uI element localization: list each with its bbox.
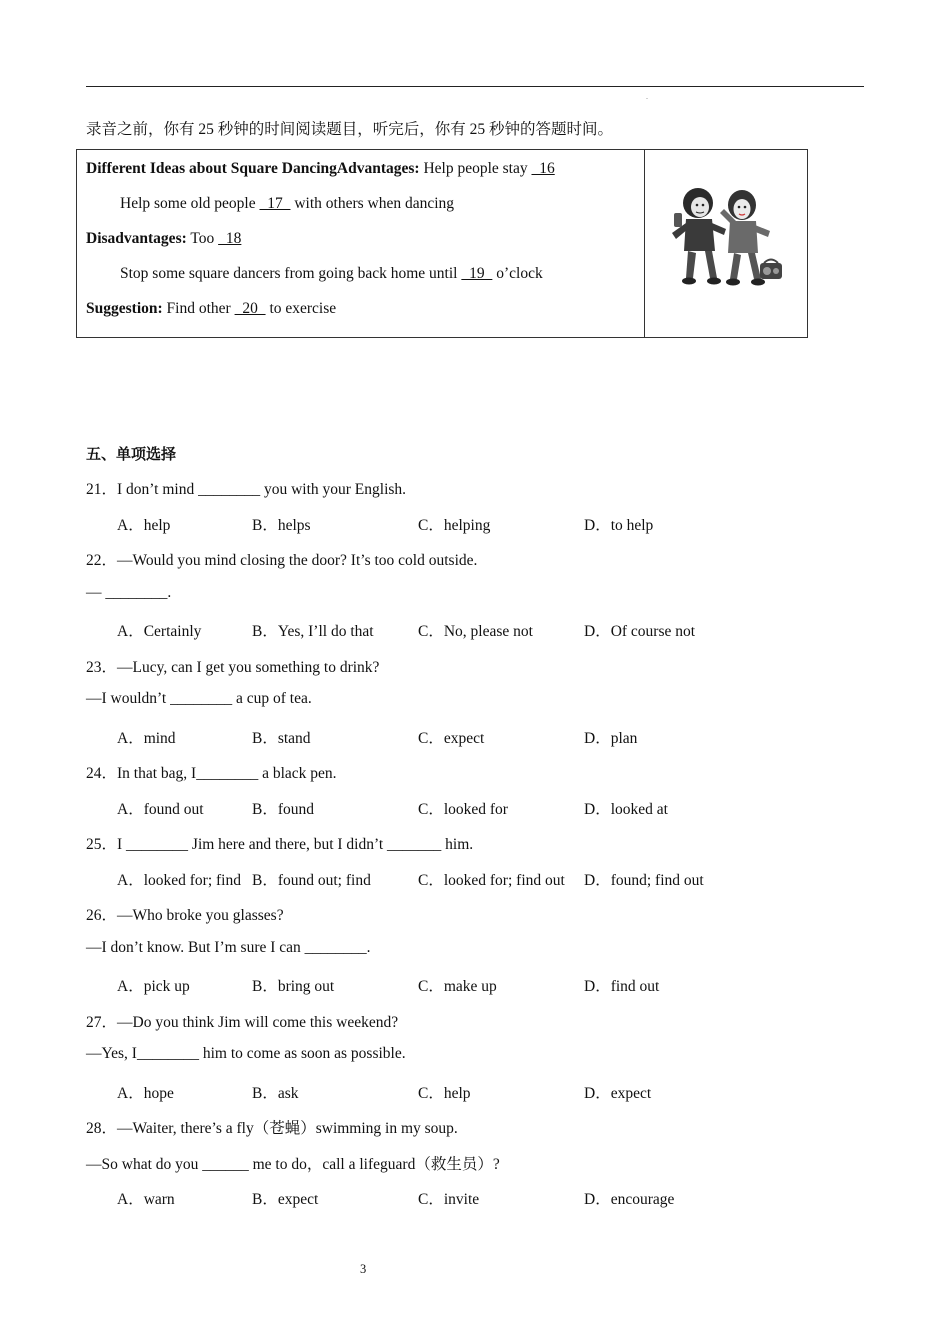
question-stem: 22．—Would you mind closing the door? It’s too cold outside. (86, 552, 478, 569)
question-stem: 27．—Do you think Jim will come this weekend? (86, 1013, 399, 1031)
answer-option-a: A．pick up (117, 978, 190, 995)
table-row-2 (120, 195, 454, 213)
row4-after: o’clock (492, 265, 543, 282)
row1-heading: Different Ideas about Square DancingAdvantages: (86, 160, 420, 177)
row3-heading: Disadvantages: (86, 230, 187, 247)
blank-16: 16 (531, 160, 555, 177)
answer-option-b: B．bring out (252, 978, 335, 995)
listening-table (76, 149, 808, 338)
row5-text: Find other (162, 300, 235, 317)
answer-option-d: D．encourage (584, 1191, 675, 1208)
page-number: 3 (360, 1262, 367, 1276)
row2-after: with others when dancing (290, 195, 455, 212)
blank-18: 18 (218, 230, 242, 247)
answer-option-b: B．helps (252, 516, 311, 534)
intro-text: 录音之前，你有 25 秒钟的时间阅读题目，听完后，你有 25 秒钟的答题时间。 (86, 121, 614, 138)
answer-option-a: A．Certainly (117, 623, 202, 640)
question-stem: 21．I don’t mind ________ you with your English. (86, 481, 407, 498)
answer-option-b: B．found (252, 800, 315, 818)
question-stem: 25．I ________ Jim here and there, but I didn’t _______ him. (86, 836, 474, 853)
answer-option-d: D．found; find out (584, 871, 704, 889)
answer-option-d: D．looked at (584, 800, 668, 818)
table-row-1 (86, 160, 555, 178)
question-response-line: —I wouldn’t ________ a cup of tea. (86, 690, 312, 707)
answer-option-b: B．ask (252, 1084, 299, 1102)
answer-option-a: A．looked for; find (117, 871, 241, 889)
answer-option-c: C．helping (418, 516, 491, 534)
question-response-line: —I don’t know. But I’m sure I can ________. (86, 938, 371, 956)
answer-option-d: D．find out (584, 978, 660, 995)
answer-option-a: A．help (117, 516, 171, 534)
table-row-4 (120, 265, 543, 283)
row5-heading: Suggestion: (86, 300, 163, 317)
blank-17: 17 (259, 195, 291, 212)
section-title: 五、单项选择 (86, 445, 177, 463)
header-rule (86, 86, 864, 87)
question-response-line: —So what do you ______ me to do，call a lifeguard（救生员）? (86, 1155, 500, 1173)
row5-after: to exercise (265, 300, 337, 317)
table-divider (644, 150, 645, 337)
answer-option-c: C．invite (418, 1191, 480, 1208)
answer-option-c: C．make up (418, 978, 497, 995)
question-stem: 24．In that bag, I________ a black pen. (86, 765, 337, 782)
question-stem: 23．—Lucy, can I get you something to drink? (86, 658, 380, 676)
header-dot: . (646, 92, 648, 101)
question-stem: 26．—Who broke you glasses? (86, 907, 284, 924)
answer-option-b: B．found out; find (252, 871, 371, 889)
table-row-5 (86, 300, 336, 318)
answer-option-c: C．expect (418, 729, 485, 747)
answer-option-d: D．Of course not (584, 623, 696, 640)
answer-option-d: D．plan (584, 729, 638, 747)
question-response-line: — ________. (86, 583, 172, 601)
row1-text: Help people stay (419, 160, 532, 177)
answer-option-a: A．found out (117, 800, 204, 818)
answer-option-a: A．warn (117, 1191, 175, 1208)
row3-text: Too (186, 230, 219, 247)
blank-20: 20 (234, 300, 266, 317)
answer-option-c: C．looked for; find out (418, 871, 565, 889)
answer-option-a: A．mind (117, 729, 176, 747)
answer-option-c: C．looked for (418, 800, 508, 818)
answer-option-d: D．to help (584, 516, 654, 534)
answer-option-b: B．stand (252, 729, 311, 747)
answer-option-a: A．hope (117, 1084, 174, 1102)
answer-option-d: D．expect (584, 1084, 652, 1102)
dancers-illustration (660, 183, 790, 303)
answer-option-b: B．Yes, I’ll do that (252, 623, 374, 640)
answer-option-c: C．No, please not (418, 623, 533, 640)
question-response-line: —Yes, I________ him to come as soon as possible. (86, 1045, 406, 1062)
question-stem: 28．—Waiter, there’s a fly（苍蝇）swimming in my soup. (86, 1120, 458, 1137)
row2-text: Help some old people (120, 195, 260, 212)
row4-text: Stop some square dancers from going back home until (120, 265, 462, 282)
answer-option-c: C．help (418, 1084, 471, 1102)
answer-option-b: B．expect (252, 1191, 319, 1208)
blank-19: 19 (461, 265, 493, 282)
table-row-3 (86, 230, 241, 248)
